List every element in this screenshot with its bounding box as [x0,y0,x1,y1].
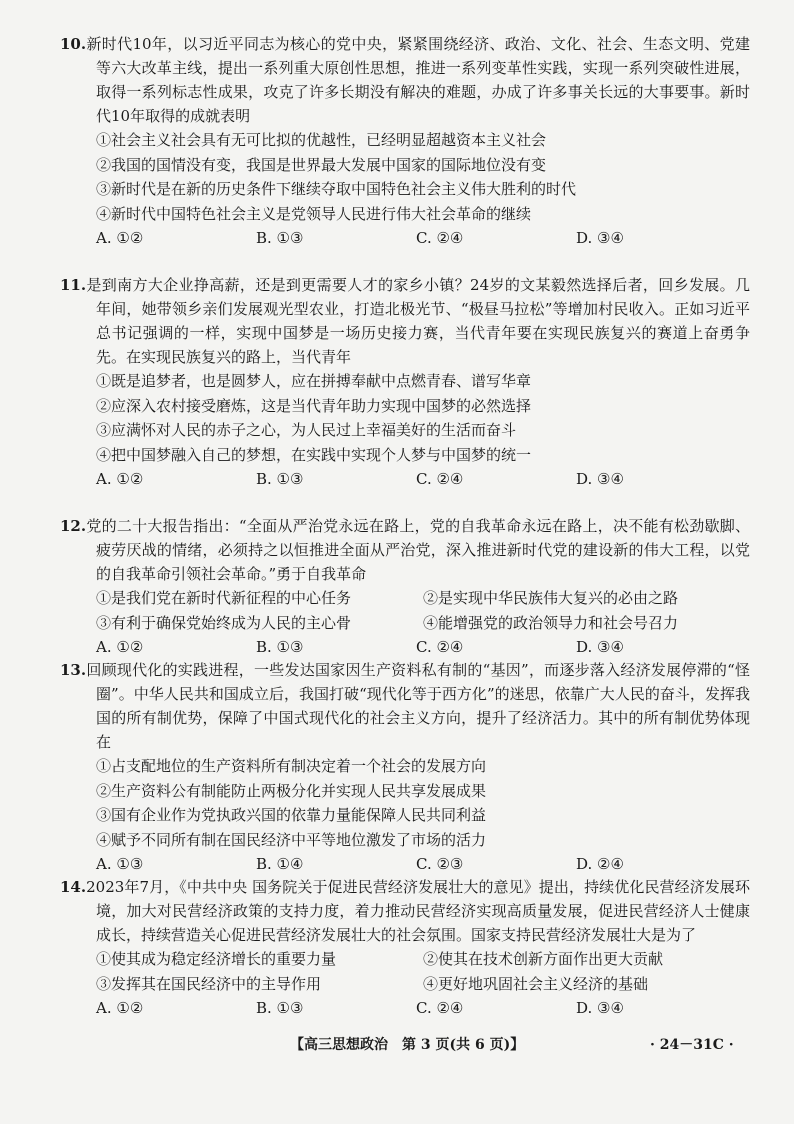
option: ②生产资料公有制能防止两极分化并实现人民共享发展成果 [96,781,487,800]
question-stem [60,514,750,586]
option: ③发挥其在国民经济中的主导作用 [96,974,322,993]
choice-c: C. ②④ [416,999,464,1017]
option-row [60,586,750,611]
answer-choices [60,467,750,492]
option: ④新时代中国特色社会主义是党领导人民进行伟大社会革命的继续 [96,204,532,223]
question-number: 12. [60,517,87,535]
stem-text: 党的二十大报告指出：“全面从严治党永远在路上，党的自我革命永远在路上，决不能有松劲歇脚、疲劳厌战的情绪，必须持之以恒推进全面从严治党，深入推进新时代党的建设新的伟大工程，以党的自我革命引领社会革命。”勇于自我革命 [86,517,750,583]
option: ①是我们党在新时代新征程的中心任务 [96,589,352,607]
choice-a: A. ①② [96,999,144,1017]
option: ①占支配地位的生产资料所有制决定着一个社会的发展方向 [96,757,487,775]
option: ②应深入农村接受磨炼，这是当代青年助力实现中国梦的必然选择 [96,396,532,415]
answer-choices [60,635,750,660]
option: ①使其成为稳定经济增长的重要力量 [96,950,337,968]
option-row [60,611,750,636]
option-row [60,972,750,997]
choice-d: D. ③④ [576,229,624,247]
choice-d: D. ③④ [576,470,624,488]
choice-c: C. ②④ [416,470,464,488]
question-stem [60,32,750,128]
choice-b: B. ①③ [256,470,304,488]
option: ②是实现中华民族伟大复兴的必由之路 [423,589,679,607]
option: ②使其在技术创新方面作出更大贡献 [423,950,664,968]
choice-b: B. ①③ [256,638,304,656]
option: ①社会主义社会具有无可比拟的优越性，已经明显超越资本主义社会 [96,131,547,149]
question-14 [60,875,750,1021]
choice-a: A. ①② [96,638,144,656]
option: ④把中国梦融入自己的梦想，在实践中实现个人梦与中国梦的统一 [96,445,532,464]
question-number: 14. [60,878,87,896]
choice-d: D. ③④ [576,999,624,1017]
footer-title: 【高三思想政治 第 3 页(共 6 页)】 [290,1037,525,1053]
choice-d: D. ③④ [576,638,624,656]
choice-c: C. ②③ [416,855,464,873]
page-footer [0,1030,794,1058]
answer-choices [60,852,750,877]
option: ②我国的国情没有变，我国是世界最大发展中国家的国际地位没有变 [96,155,547,174]
choice-b: B. ①③ [256,999,304,1017]
stem-text: 回顾现代化的实践进程，一些发达国家因生产资料私有制的“基因”，而逐步落入经济发展停滞的“怪圈”。中华人民共和国成立后，我国打破“现代化等于西方化”的迷思，依靠广大人民的奋斗，发挥我国的所有制优势，保障了中国式现代化的社会主义方向，提升了经济活力。其中的所有制优势体现在 [86,661,750,751]
choice-d: D. ②④ [576,855,624,873]
option: ③有利于确保党始终成为人民的主心骨 [96,613,352,632]
stem-text: 新时代10年，以习近平同志为核心的党中央，紧紧围绕经济、政治、文化、社会、生态文明、党建等六大改革主线，提出一系列重大原创性思想，推进一系列变革性实践，实现一系列突破性进展，取得一系列标志性成果，攻克了许多长期没有解决的难题，办成了许多事关长远的大事要事。新时代10年取得的成就表明 [86,35,750,125]
option: ③国有企业作为党执政兴国的依靠力量能保障人民共同利益 [96,806,487,824]
choice-a: A. ①③ [96,855,144,873]
option-row [60,947,750,972]
question-11 [60,273,750,492]
option: ③应满怀对人民的赤子之心，为人民过上幸福美好的生活而奋斗 [96,421,517,439]
question-10 [60,32,750,251]
question-stem [60,658,750,754]
question-13 [60,658,750,877]
question-12 [60,514,750,660]
choice-b: B. ①③ [256,229,304,247]
choice-a: A. ①② [96,229,144,247]
choice-c: C. ②④ [416,229,464,247]
question-number: 13. [60,661,87,679]
stem-text: 2023年7月，《中共中央 国务院关于促进民营经济发展壮大的意见》提出，持续优化民营经济发展环境，加大对民营经济政策的支持力度，着力推动民营经济实现高质量发展，促进民营经济人士健康成长，持续营造关心促进民营经济发展壮大的社会氛围。国家支持民营经济发展壮大是为了 [86,878,750,944]
choice-c: C. ②④ [416,638,464,656]
question-number: 11. [60,276,87,294]
question-stem [60,273,750,369]
answer-choices [60,996,750,1021]
footer-code: · 24－31C · [650,1037,734,1053]
option: ①既是追梦者，也是圆梦人，应在拼搏奉献中点燃青春、谱写华章 [96,372,532,390]
choice-b: B. ①④ [256,855,304,873]
answer-choices [60,226,750,251]
question-stem [60,875,750,947]
option: ③新时代是在新的历史条件下继续夺取中国特色社会主义伟大胜利的时代 [96,180,577,198]
option: ④能增强党的政治领导力和社会号召力 [423,613,679,632]
choice-a: A. ①② [96,470,144,488]
option: ④赋予不同所有制在国民经济中平等地位激发了市场的活力 [96,830,487,849]
option: ④更好地巩固社会主义经济的基础 [423,974,649,993]
question-number: 10. [60,35,87,53]
stem-text: 是到南方大企业挣高薪，还是到更需要人才的家乡小镇？24岁的文某毅然选择后者，回乡发展。几年间，她带领乡亲们发展观光型农业，打造北极光节、“极昼马拉松”等增加村民收入。正如习近平总书记强调的一样，实现中国梦是一场历史接力赛，当代青年要在实现民族复兴的赛道上奋勇争先。在实现民族复兴的路上，当代青年 [86,276,750,366]
